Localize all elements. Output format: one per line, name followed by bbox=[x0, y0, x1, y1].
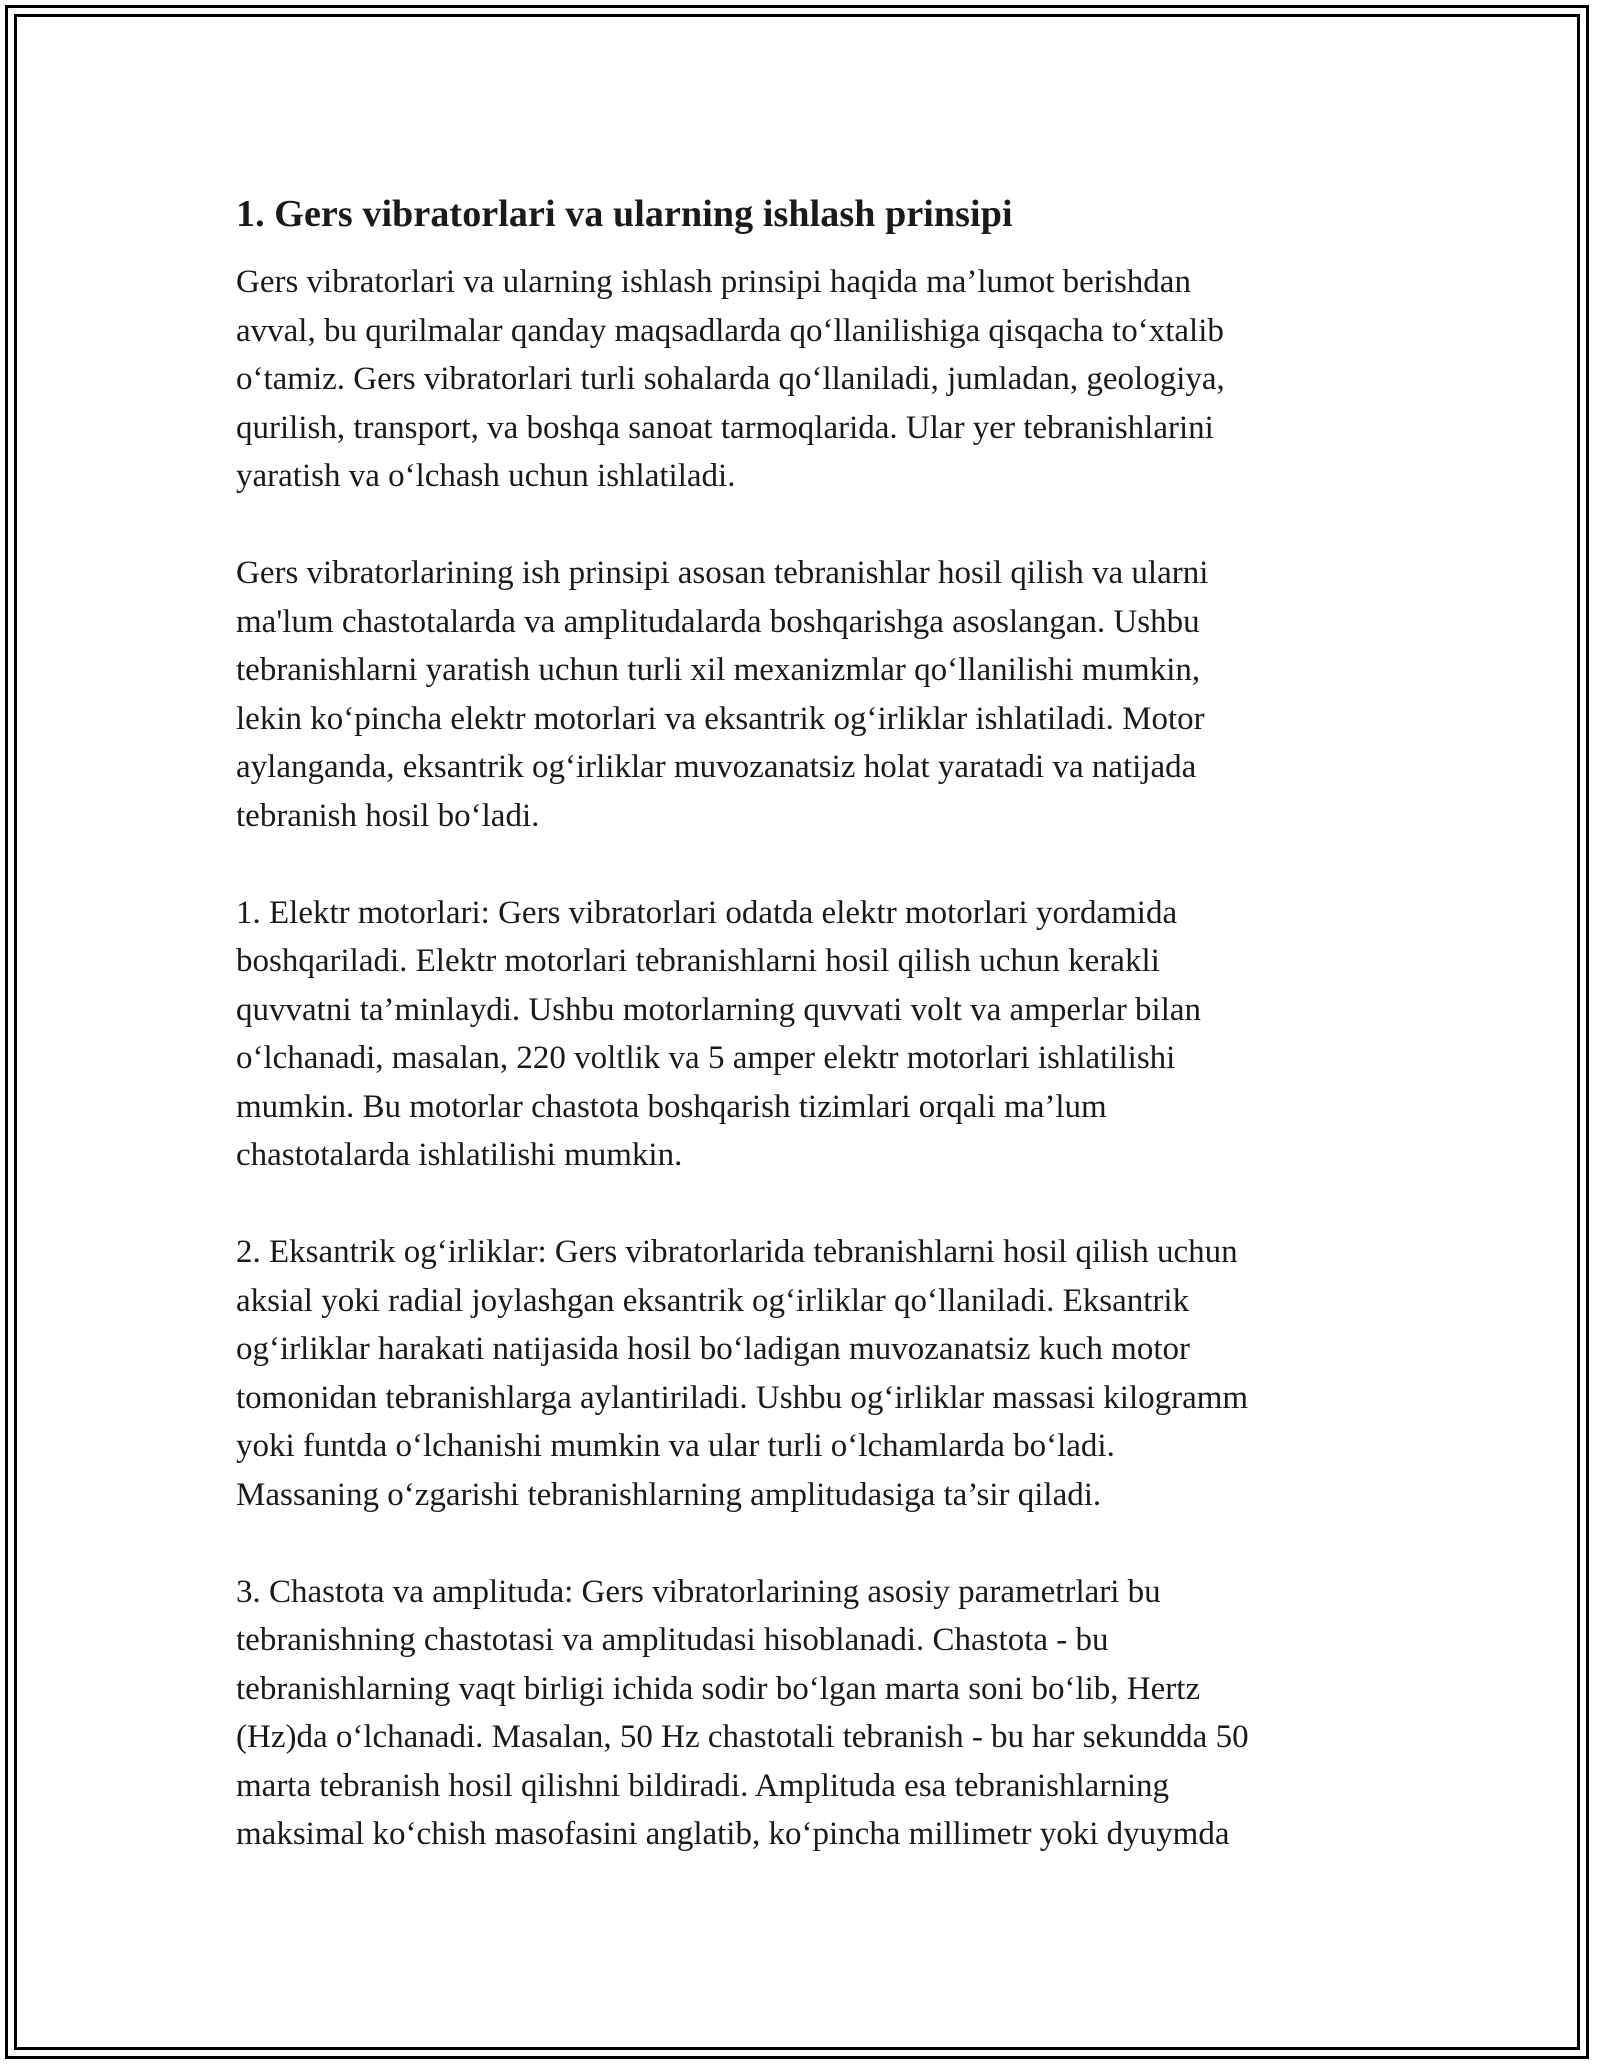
paragraph-electric-motors: 1. Elektr motorlari: Gers vibratorlari odatda elektr motorlari yordamida boshqariladi. Elektr motorlari tebranishlarni hosil qilish uchun kerakli quvvatni ta’minlaydi. Ushbu motorlarning quvvati volt va amperlar bilan o‘lchanadi, masalan, 220 voltlik va 5 amper elektr motorlari ishlatilishi mumkin. Bu motorlar chastota boshqarish tizimlari orqali ma’lum chastotalarda ishlatilishi mumkin. bbox=[236, 894, 1202, 1173]
document-title: 1. Gers vibratorlari va ularning ishlash prinsipi bbox=[236, 193, 1013, 235]
document-body bbox=[236, 188, 1366, 1907]
paragraph-working-principle: Gers vibratorlarining ish prinsipi asosan tebranishlar hosil qilish va ularni ma'lum chastotalarda va amplitudalarda boshqarishga asoslangan. Ushbu tebranishlarni yaratish uchun turli xil mexanizmlar qo‘llanilishi mumkin, lekin ko‘pincha elektr motorlari va eksantrik og‘irliklar ishlatiladi. Motor aylanganda, eksantrik og‘irliklar muvozanatsiz holat yaratadi va natijada tebranish hosil bo‘ladi. bbox=[236, 555, 1209, 834]
paragraph-frequency-amplitude: 3. Chastota va amplituda: Gers vibratorlarining asosiy parametrlari bu tebranishning chastotasi va amplitudasi hisoblanadi. Chastota - bu tebranishlarning vaqt birligi ichida sodir bo‘lgan marta soni bo‘lib, Hertz (Hz)da o‘lchanadi. Masalan, 50 Hz chastotali tebranish - bu har sekundda 50 marta tebranish hosil qilishni bildiradi. Amplituda esa tebranishlarning maksimal ko‘chish masofasini anglatib, ko‘pincha millimetr yoki dyuymda bbox=[236, 1573, 1249, 1852]
paragraph-intro: Gers vibratorlari va ularning ishlash prinsipi haqida ma’lumot berishdan avval, bu qurilmalar qanday maqsadlarda qo‘llanilishiga qisqacha to‘xtalib o‘tamiz. Gers vibratorlari turli sohalarda qo‘llaniladi, jumladan, geologiya, qurilish, transport, va boshqa sanoat tarmoqlarida. Ular yer tebranishlarini yaratish va o‘lchash uchun ishlatiladi. bbox=[236, 264, 1225, 494]
paragraph-eccentric-weights: 2. Eksantrik og‘irliklar: Gers vibratorlarida tebranishlarni hosil qilish uchun aksial yoki radial joylashgan eksantrik og‘irliklar qo‘llaniladi. Eksantrik og‘irliklar harakati natijasida hosil bo‘ladigan muvozanatsiz kuch motor tomonidan tebranishlarga aylantiriladi. Ushbu og‘irliklar massasi kilogramm yoki funtda o‘lchanishi mumkin va ular turli o‘lchamlarda bo‘ladi. Massaning o‘zgarishi tebranishlarning amplitudasiga ta’sir qiladi. bbox=[236, 1234, 1249, 1513]
